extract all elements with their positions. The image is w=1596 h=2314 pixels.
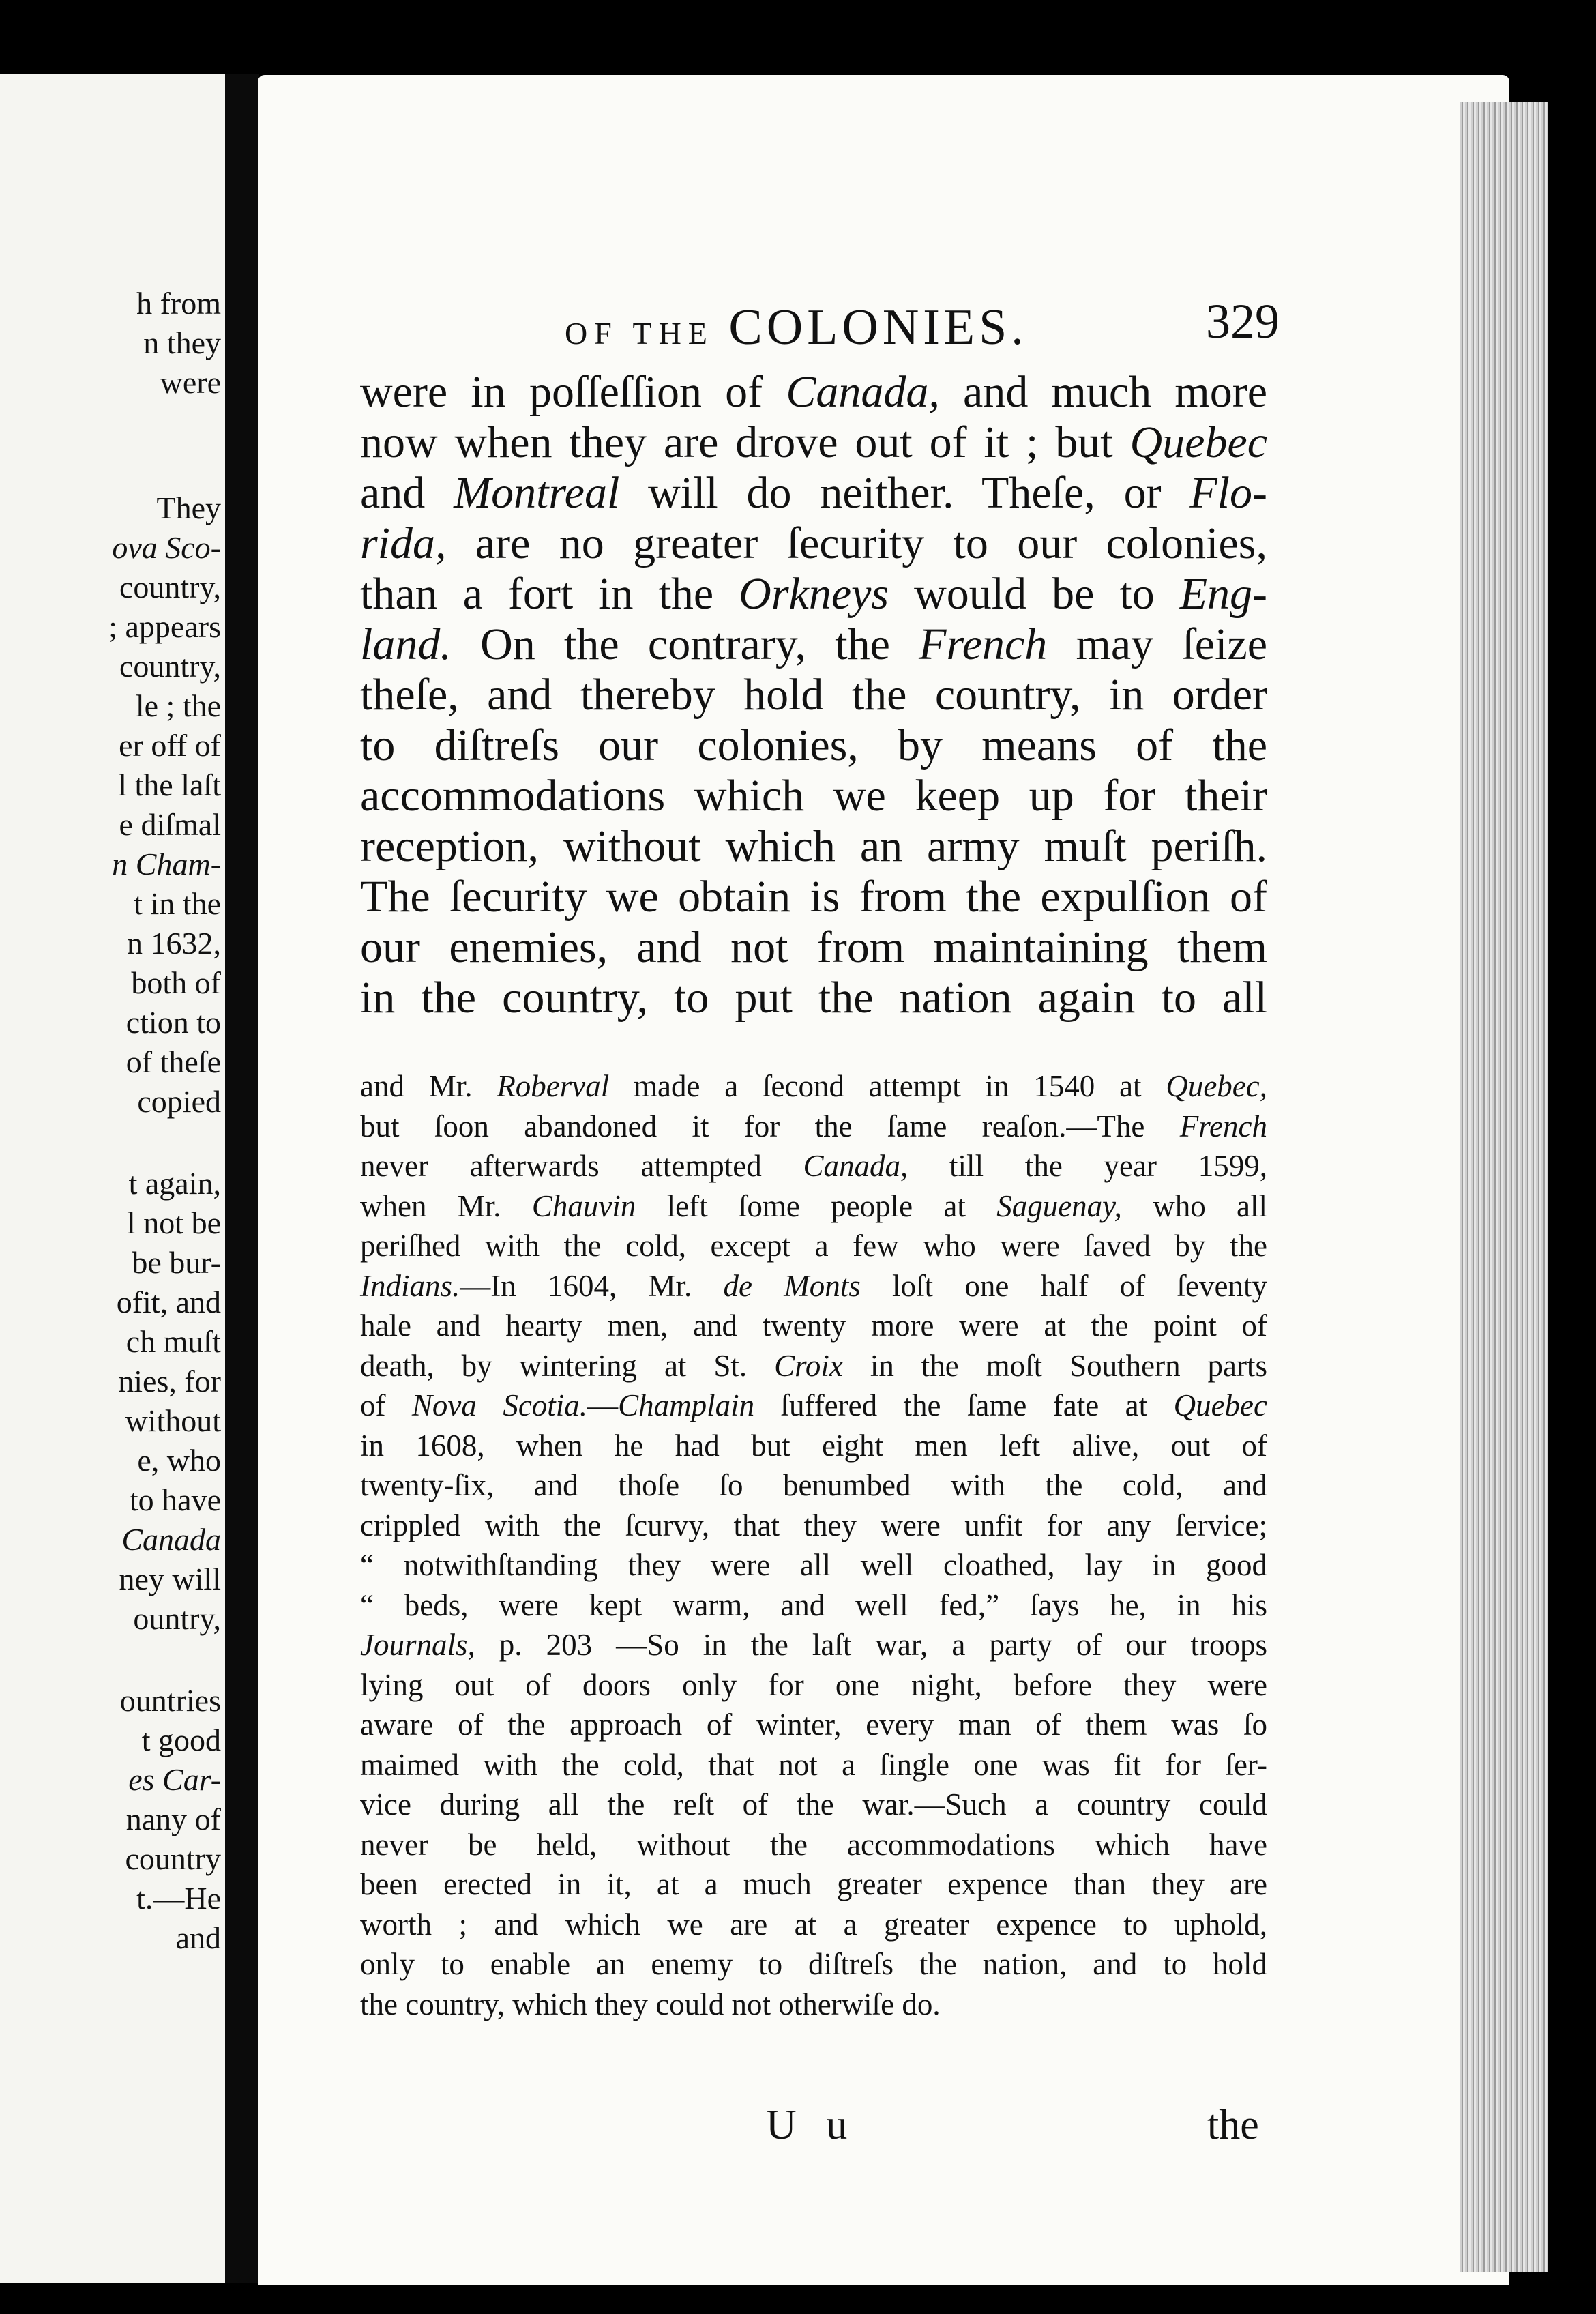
previous-page-line: be bur- [132, 1245, 221, 1280]
footnote-text: death, by wintering at St. [360, 1348, 775, 1383]
footnote-text: ſuffered the ſame fate at [754, 1388, 1174, 1422]
previous-page-line: t good [141, 1723, 221, 1757]
footnote-text: Journals, [360, 1628, 475, 1662]
footnote-text: the country, which they could not otherwiſe do. [360, 1987, 941, 2021]
main-text: The ſecurity we obtain is from the expulſion of [360, 872, 1267, 922]
main-text: theſe, and thereby hold the country, in order [360, 670, 1267, 720]
footnote-line [360, 1550, 1267, 1581]
main-text: accommodations which we keep up for their [360, 771, 1267, 821]
footnote-text: Chauvin [531, 1188, 636, 1223]
main-text: may ſeize [1047, 619, 1267, 669]
footnote-text: Roberval [497, 1069, 610, 1103]
previous-page-line: country, [119, 570, 221, 604]
main-line [360, 420, 1267, 465]
main-text: were in poſſeſſion of [360, 367, 786, 417]
footnote-line [360, 1869, 1267, 1900]
main-line [360, 872, 1267, 922]
footnote-line [360, 1827, 1267, 1862]
main-text: now when they are drove out of it ; but [360, 418, 1130, 467]
previous-page-line: ch muſt [125, 1324, 221, 1359]
previous-page-line: to have [129, 1482, 221, 1517]
footnote-line [360, 1949, 1267, 1980]
footnote-text: “ notwithſtanding they were all well cloathed, lay in good [360, 1548, 1267, 1582]
previous-page-line: nany of [125, 1802, 221, 1836]
footnote-line [360, 1989, 1267, 2020]
main-line [360, 720, 1267, 770]
footnote-line [360, 1789, 1267, 1820]
footnote-line [360, 1710, 1267, 1740]
footnote-text: till the year 1599, [908, 1149, 1267, 1183]
main-line [360, 619, 1267, 669]
footnote-text: Croix [774, 1348, 843, 1383]
previous-page-line: of theſe [125, 1044, 221, 1079]
footnote-line [360, 1428, 1267, 1463]
footnote-text: Quebec, [1166, 1069, 1267, 1103]
footnote-text: maimed with the cold, that not a ſingle one was fit for ſer- [360, 1747, 1267, 1782]
previous-page-line: ountry, [133, 1601, 221, 1636]
main-text: land. [360, 619, 452, 669]
previous-page-line: country [125, 1841, 221, 1876]
footnote-line [360, 1151, 1267, 1182]
main-text: Canada, [786, 367, 940, 417]
footnote-text: never be held, without the accommodations which have [360, 1827, 1267, 1862]
previous-page-line: e, who [137, 1443, 221, 1478]
footnote-text: when Mr. [360, 1188, 532, 1223]
main-text: Orkneys [739, 569, 889, 619]
footnote-text: French [1179, 1109, 1267, 1143]
running-head-small: OF THE [565, 316, 714, 351]
book-gutter [225, 74, 259, 2283]
footnote-line [360, 1071, 1267, 1102]
previous-page-line: They [156, 490, 221, 525]
footnote-text: of [360, 1388, 412, 1422]
footnote-text: Canada, [803, 1149, 908, 1183]
footnote-text: Quebec [1173, 1388, 1267, 1422]
previous-page-line: ountries [119, 1683, 221, 1718]
footnote-text: hale and hearty men, and twenty more were at the point of [360, 1308, 1267, 1343]
previous-page-fragment [0, 74, 225, 2283]
footnote-line [360, 1310, 1267, 1341]
footnote-line [360, 1587, 1267, 1622]
previous-page-line: e diſmal [119, 807, 221, 842]
main-line [360, 569, 1268, 619]
footnote-text: in the moſt Southern parts [842, 1348, 1267, 1383]
footnote-text: lying out of doors only for one night, before they were [360, 1667, 1267, 1702]
footnote-text: aware of the approach of winter, every man of them was ſo [360, 1708, 1267, 1742]
signature-mark: U u [766, 2102, 857, 2148]
footnote-text: — [587, 1388, 619, 1422]
main-text: Flo- [1189, 468, 1267, 518]
footnote-line [360, 1909, 1267, 1940]
footnote-line [360, 1747, 1267, 1782]
main-line [360, 518, 1267, 568]
footnote-text: de Monts [723, 1268, 861, 1303]
footnote-text: “ beds, were kept warm, and well fed,” ſays he, in his [360, 1587, 1267, 1622]
footnote-text: vice during all the reſt of the war.—Such a country could [360, 1787, 1267, 1821]
previous-page-line: both of [131, 965, 221, 1000]
footnote-line [360, 1111, 1267, 1142]
main-line [360, 367, 1267, 417]
main-text: Quebec [1129, 418, 1267, 467]
footnote-text: but ſoon abandoned it for the ſame reaſon.—The [360, 1109, 1180, 1143]
previous-page-line: without [125, 1403, 221, 1438]
footnote-text: crippled with the ſcurvy, that they were unfit for any ſervice; [360, 1508, 1267, 1542]
main-line [360, 771, 1267, 821]
main-text: rida, [360, 518, 447, 568]
running-head-title [565, 299, 1028, 357]
previous-page-line: ofit, and [116, 1285, 221, 1319]
footnote-text: Nova Scotia. [411, 1388, 588, 1422]
footnote-text: in 1608, when he had but eight men left alive, out of [360, 1428, 1267, 1463]
footnote-line [360, 1188, 1267, 1223]
main-line [360, 670, 1267, 720]
previous-page-line: t in the [134, 886, 221, 921]
previous-page-line: were [160, 365, 221, 400]
previous-page-line: nies, for [118, 1364, 221, 1398]
footnote-text: Saguenay, [996, 1188, 1122, 1223]
footnote-text: worth ; and which we are at a greater expence to uphold, [360, 1907, 1267, 1942]
footnote-text: been erected in it, at a much greater expence than they are [360, 1867, 1267, 1901]
previous-page-line: ; appears [108, 609, 221, 644]
footnote-text: only to enable an enemy to diſtreſs the nation, and to hold [360, 1947, 1267, 1981]
footnote-line [360, 1268, 1267, 1303]
footnote-text: periſhed with the cold, except a few who were ſaved by the [360, 1229, 1267, 1263]
footnote-text: who all [1121, 1188, 1267, 1223]
footnote-line [360, 1348, 1267, 1383]
footnote-line [360, 1630, 1267, 1660]
main-text: than a fort in the [360, 569, 739, 619]
main-text: and much more [939, 367, 1267, 417]
main-line [360, 821, 1267, 871]
main-text: our enemies, and not from maintaining them [360, 922, 1267, 972]
footnote-line [360, 1231, 1267, 1261]
previous-page-line: n they [143, 325, 221, 360]
footnote-text: twenty-ſix, and thoſe ſo benumbed with the cold, and [360, 1468, 1267, 1502]
main-line [360, 922, 1267, 972]
previous-page-line: n 1632, [127, 926, 221, 961]
previous-page-line: le ; the [135, 688, 221, 723]
main-text: are no greater ſecurity to our colonies, [446, 518, 1267, 568]
page-edges [1460, 102, 1548, 2272]
previous-page-line: es Car- [128, 1762, 221, 1797]
main-text: will do neither. Theſe, or [619, 468, 1190, 518]
previous-page-line: l not be [127, 1205, 221, 1240]
footnote-text: loſt one half of ſeventy [860, 1268, 1267, 1303]
catchword: the [1207, 2102, 1259, 2148]
previous-page-line: t.—He [136, 1881, 221, 1916]
previous-page-line: copied [137, 1084, 221, 1119]
footnote-line [360, 1470, 1267, 1501]
footnote-line [360, 1390, 1267, 1421]
footnote-text: never afterwards attempted [360, 1149, 803, 1183]
footnote-text: Indians. [360, 1268, 460, 1303]
main-text: in the country, to put the nation again to all [360, 973, 1267, 1023]
previous-page-line: ney will [119, 1562, 221, 1596]
running-head [258, 292, 1509, 353]
footnote-text: and Mr. [360, 1069, 497, 1103]
footnote-text: Champlain [618, 1388, 755, 1422]
main-text: French [919, 619, 1048, 669]
main-text: Montreal [454, 468, 620, 518]
main-text: On the contrary, the [451, 619, 919, 669]
footnote-text: p. 203 —So in the laſt war, a party of our troops [475, 1628, 1267, 1662]
footnote-line [360, 1510, 1267, 1541]
page-number: 329 [1206, 294, 1280, 349]
previous-page-line: er off of [119, 728, 221, 763]
footnote-text: —In 1604, Mr. [460, 1268, 724, 1303]
book-page [258, 75, 1509, 2285]
footnote-text: made a ſecond attempt in 1540 at [609, 1069, 1166, 1103]
main-text: Eng- [1179, 569, 1268, 619]
previous-page-line: ova Sco- [112, 530, 221, 565]
main-line [360, 468, 1267, 518]
running-head-large: COLONIES. [728, 299, 1028, 355]
previous-page-line: Canada [121, 1522, 221, 1557]
main-line [360, 973, 1267, 1023]
previous-page-line: and [175, 1920, 221, 1955]
footnote-text: left ſome people at [636, 1188, 997, 1223]
main-text: to diſtreſs our colonies, by means of the [360, 720, 1267, 770]
previous-page-line: l the laſt [118, 767, 221, 802]
previous-page-line: t again, [128, 1166, 221, 1201]
footnote-line [360, 1667, 1267, 1702]
main-text: reception, without which an army muſt periſh. [360, 821, 1267, 871]
previous-page-line: country, [119, 649, 221, 684]
previous-page-line: n Cham- [112, 847, 221, 881]
main-text: would be to [889, 569, 1180, 619]
previous-page-line: h from [136, 286, 221, 321]
main-text: and [360, 468, 454, 518]
previous-page-line: ction to [125, 1005, 221, 1040]
